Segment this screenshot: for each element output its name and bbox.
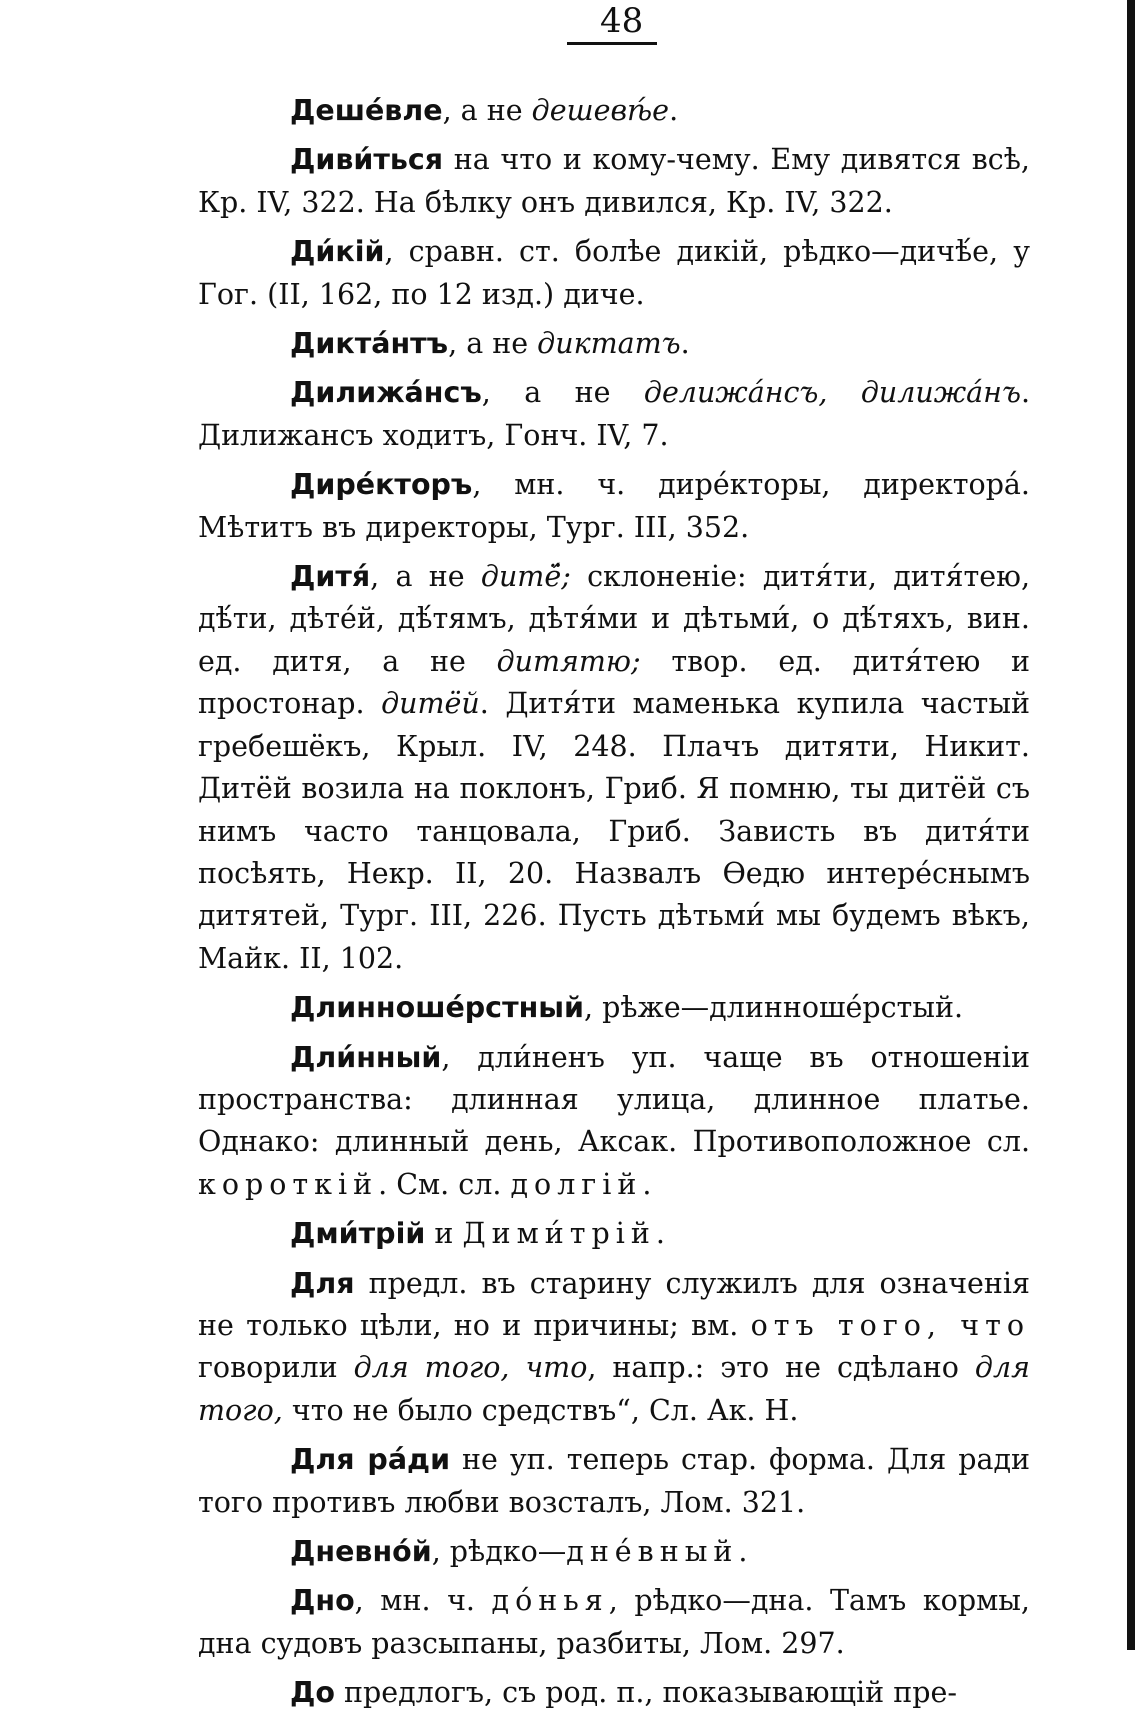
- entry-headword: До: [290, 1676, 335, 1710]
- dictionary-entry: [198, 1672, 1030, 1714]
- entry-headword: Ди́кій: [290, 235, 385, 269]
- entry-text: что не было средствъ“, Сл. Ак. Н.: [282, 1393, 799, 1427]
- entry-headword: Диви́ться: [290, 143, 444, 177]
- dictionary-entry: [198, 987, 1030, 1029]
- entry-text: .: [655, 1217, 665, 1251]
- entry-headword: Дилижа́нсъ: [290, 376, 482, 410]
- dictionary-entry: [198, 372, 1030, 457]
- entry-headword: Дикта́нтъ: [290, 327, 449, 361]
- entry-text: предл. въ старину служилъ для означенія не только цѣли, но и причины; вм.: [198, 1266, 1030, 1342]
- spaced-form: Дими́трій: [462, 1217, 656, 1251]
- entry-text: склоненіе: дитя́ти, дитя́тею, дѣ́ти, дѣтéй, дѣ́тямъ, дѣтя́ми и дѣтьми́, о дѣ́тяхъ, вин. ед. дитя, а не: [198, 560, 1030, 678]
- entry-text: , рѣже—длинношéрстый.: [584, 991, 964, 1025]
- page-number-rule: [567, 42, 657, 45]
- entry-text: . Дилижансъ ходитъ, Гонч. IV, 7.: [198, 376, 1031, 452]
- entry-text: , мн. ч. дирéкторы, директорá. Мѣтитъ въ директоры, Тург. III, 352.: [198, 468, 1030, 544]
- entry-text: , а не: [370, 560, 481, 594]
- spaced-form: долгій: [510, 1167, 643, 1201]
- entry-text: .: [642, 1167, 652, 1201]
- dictionary-entry: [198, 323, 1030, 365]
- entry-headword: Для рáди: [290, 1443, 451, 1477]
- italic-variant: дитё́;: [480, 560, 571, 594]
- italic-variant: диктатъ: [537, 327, 681, 361]
- spaced-form: короткій: [198, 1167, 379, 1201]
- entry-text: , дли́ненъ уп. чаще въ отношеніи пространства: длинная улица, длинное платье. Однако: длинный день, Аксак. Противоположное сл.: [198, 1040, 1030, 1159]
- entry-text: , а не: [481, 376, 644, 410]
- dictionary-entry: [198, 1037, 1030, 1207]
- entry-text: . См. сл.: [378, 1167, 511, 1201]
- entry-headword: Для: [290, 1266, 355, 1300]
- italic-variant: дитятю;: [496, 644, 641, 678]
- entry-headword: Дми́трій: [290, 1217, 426, 1251]
- italic-variant: для того,: [198, 1351, 1030, 1427]
- spaced-form: днéвный: [566, 1535, 739, 1568]
- spaced-form: до́нья: [491, 1584, 609, 1618]
- entry-headword: Дитя́: [290, 560, 371, 594]
- entry-text: на что и кому-чему. Ему дивятся всѣ, Кр. IV, 322. На бѣлку онъ дивился, Кр. IV, 322.: [198, 143, 1030, 219]
- entry-headword: Дирéкторъ: [290, 468, 473, 502]
- entry-text: .: [738, 1535, 748, 1568]
- entry-text: .: [669, 94, 679, 127]
- dictionary-entry: [198, 1213, 1030, 1255]
- scan-edge-line: [1127, 0, 1135, 1650]
- entry-text: предлогъ, съ род. п., показывающій пре-: [334, 1676, 957, 1710]
- entry-text: .: [680, 327, 690, 361]
- entry-headword: Дневно́й: [290, 1535, 432, 1568]
- entry-text: , рѣдко—дна. Тамъ кормы, дна судовъ разсыпаны, разбиты, Лом. 297.: [198, 1584, 1030, 1660]
- entry-text: , напр.: это не сдѣлано: [587, 1351, 975, 1385]
- dictionary-entry: [198, 1531, 1030, 1573]
- entry-text: , а не: [442, 94, 532, 127]
- entry-text: , а не: [448, 327, 538, 361]
- dictionary-text-column: [198, 90, 1030, 1715]
- entry-headword: Дно: [290, 1584, 355, 1618]
- entry-text: и: [425, 1217, 463, 1251]
- italic-variant: дитёй: [381, 687, 480, 721]
- dictionary-entry: [198, 1263, 1030, 1433]
- entry-text: . Дитя́ти маменька купила частый гребешёкъ, Крыл. IV, 248. Плачъ дитяти, Никит. Дитёй возила на поклонъ, Гриб. Я помню, ты дитёй съ нимъ часто танцовала, Гриб. Зависть въ дитя́ти посѣять, Некр. II, 20. Назвалъ Ѳедю интерéснымъ дитятей, Тург. III, 226. Пусть дѣтьми́ мы будемъ вѣкъ, Майк. II, 102.: [198, 687, 1030, 975]
- entry-headword: Дли́нный: [290, 1040, 442, 1074]
- dictionary-entry: [198, 90, 1030, 132]
- entry-text: , рѣдко—: [431, 1535, 567, 1568]
- italic-variant: для того, что: [353, 1351, 588, 1385]
- entry-headword: Длинношéрстный: [290, 991, 585, 1025]
- dictionary-entry: [198, 1580, 1030, 1665]
- entry-text: говорили: [198, 1351, 354, 1385]
- entry-text: , сравн. ст. болѣе дикій, рѣдко—дичѣ́е, у Гог. (II, 162, по 12 изд.) диче.: [198, 235, 1030, 311]
- dictionary-entry: [198, 1439, 1030, 1524]
- entry-text: , мн. ч.: [354, 1584, 492, 1618]
- dictionary-entry: [198, 231, 1030, 316]
- dictionary-entry: [198, 139, 1030, 224]
- entry-text: не уп. теперь стар. форма. Для ради того противъ любви возсталъ, Лом. 321.: [198, 1443, 1030, 1519]
- dictionary-entry: [198, 556, 1030, 980]
- italic-variant: дешевѣ́е: [531, 94, 670, 127]
- italic-variant: делижа́нсъ, дилижа́нъ: [643, 376, 1021, 410]
- page-number: 48: [600, 1, 644, 41]
- entry-text: твор. ед. дитя́тею и простонар.: [198, 644, 1030, 721]
- entry-headword: Дешéвле: [290, 94, 443, 127]
- dictionary-entry: [198, 464, 1030, 549]
- spaced-form: отъ того, что: [750, 1308, 1030, 1342]
